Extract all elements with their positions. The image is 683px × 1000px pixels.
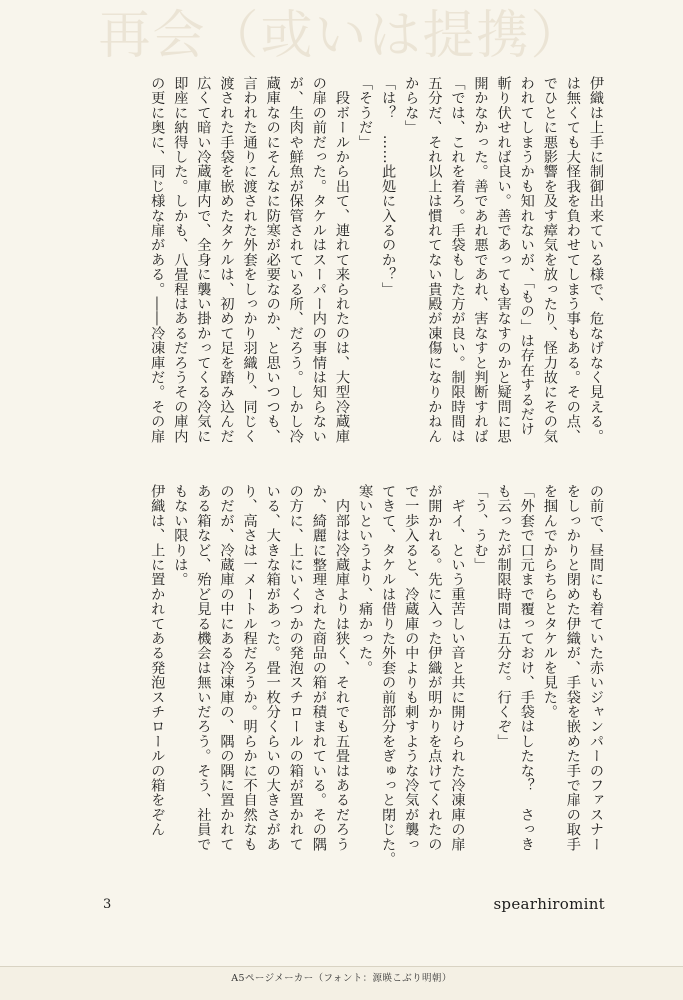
text-line: で一歩入ると、冷蔵庫の中よりも刺すような冷気が襲っ: [403, 484, 420, 852]
text-line: われてしまうかも知れないが、「もの」は存在するだけ: [518, 76, 535, 437]
text-line: 蔵庫なのにそんなに防寒が必要なのか、と思いつつも、: [264, 76, 281, 444]
text-line: 「では、これを着ろ。手袋もした方が良い。制限時間は: [449, 76, 466, 444]
footer-caption: A5ページメーカー（フォント：源暎こぶり明朝）: [231, 973, 452, 984]
page-number: 3: [103, 897, 112, 912]
text-line: をしっかりと閉めた伊織が、手袋を嵌めた手で扉の取手: [564, 484, 581, 852]
text-line: からな」: [403, 76, 420, 135]
text-line: 寒いというより、痛かった。: [357, 484, 374, 676]
text-line: も云ったが制限時間は五分だ。行くぞ」: [495, 484, 512, 749]
text-line: を掴んでからちらとタケルを見た。: [541, 484, 558, 720]
text-line: か、綺麗に整理された商品の箱が積まれている。その隅: [310, 484, 327, 852]
watermark-title: 再会（或いは提携）: [98, 6, 585, 66]
text-line: 伊織は上手に制御出来ている様で、危なげなく見える。: [588, 76, 604, 444]
text-block-top: [32, 76, 607, 456]
text-line: のだが、冷蔵庫の中にある冷凍庫の、隅の隅に置かれて: [218, 484, 235, 852]
text-line: の方に、上にいくつかの発泡スチロールの箱が置かれて: [287, 484, 304, 852]
text-line: てきて、タケルは借りた外套の前部分をぎゅっと閉じた。: [380, 484, 397, 867]
text-line: もない限りは。: [172, 484, 189, 587]
text-line: 「は？ ……此処に入るのか？」: [380, 76, 397, 297]
text-line: 五分だ、それ以上は慣れてない貴殿が凍傷になりかねん: [426, 76, 443, 444]
text-line: 「そうだ」: [357, 76, 374, 150]
author-name: spearhiromint: [493, 895, 605, 913]
text-line: が開かれる。先に入った伊織が明かりを点けてくれたの: [426, 484, 443, 852]
text-line: 開かなかった。善であれ悪であれ、害なすと判断すれば: [472, 76, 489, 444]
text-line: 内部は冷蔵庫よりは狭く、それでも五畳はあるだろう: [333, 484, 350, 852]
text-line: 言われた通りに渡された外套をしっかり羽織り、同じく: [241, 76, 258, 444]
text-line: 「う、うむ」: [472, 484, 489, 573]
text-line: 「外套で口元まで覆っておけ、手袋はしたな？ さっき: [518, 484, 535, 852]
text-line: の更に奥に、同じ様な扉がある。――冷凍庫だ。その扉: [149, 76, 166, 444]
text-line: 広くて暗い冷蔵庫内で、全身に襲い掛かってくる冷気に: [195, 76, 212, 444]
text-line: 斬り伏せれば良い。善であっても害なすのかと疑問に思: [495, 76, 512, 444]
text-line: 段ボールから出て、連れて来られたのは、大型冷蔵庫: [333, 76, 350, 444]
text-line: ある箱など、殆ど見る機会は無いだろう。そう、社員で: [195, 484, 212, 852]
text-line: 即座に納得した。しかも、八畳程はあるだろうその庫内: [172, 76, 189, 444]
text-block-bottom: [32, 484, 607, 874]
text-line: は無くても大怪我を負わせてしまう事もある。その点、: [564, 76, 581, 444]
text-line: の前で、昼間にも着ていた赤いジャンパーのファスナー: [588, 484, 604, 852]
text-line: でひとに悪影響を及す瘴気を放ったり、怪力故にその気: [541, 76, 558, 444]
text-line: が、生肉や鮮魚が保管されている所、だろう。しかし冷: [287, 76, 304, 444]
text-line: の扉の前だった。タケルはスーパー内の事情は知らない: [310, 76, 327, 444]
text-line: 渡された手袋を嵌めたタケルは、初めて足を踏み込んだ: [218, 76, 235, 444]
text-line: ギイ、という重苦しい音と共に開けられた冷凍庫の扉: [449, 484, 466, 852]
text-line: り、高さは一メートル程だろうか。明らかに不自然なも: [241, 484, 258, 852]
text-line: 伊織は、上に置かれてある発泡スチロールの箱をぞん: [149, 484, 166, 837]
text-line: いる、大きな箱があった。畳一枚分くらいの大きさがあ: [264, 484, 281, 852]
